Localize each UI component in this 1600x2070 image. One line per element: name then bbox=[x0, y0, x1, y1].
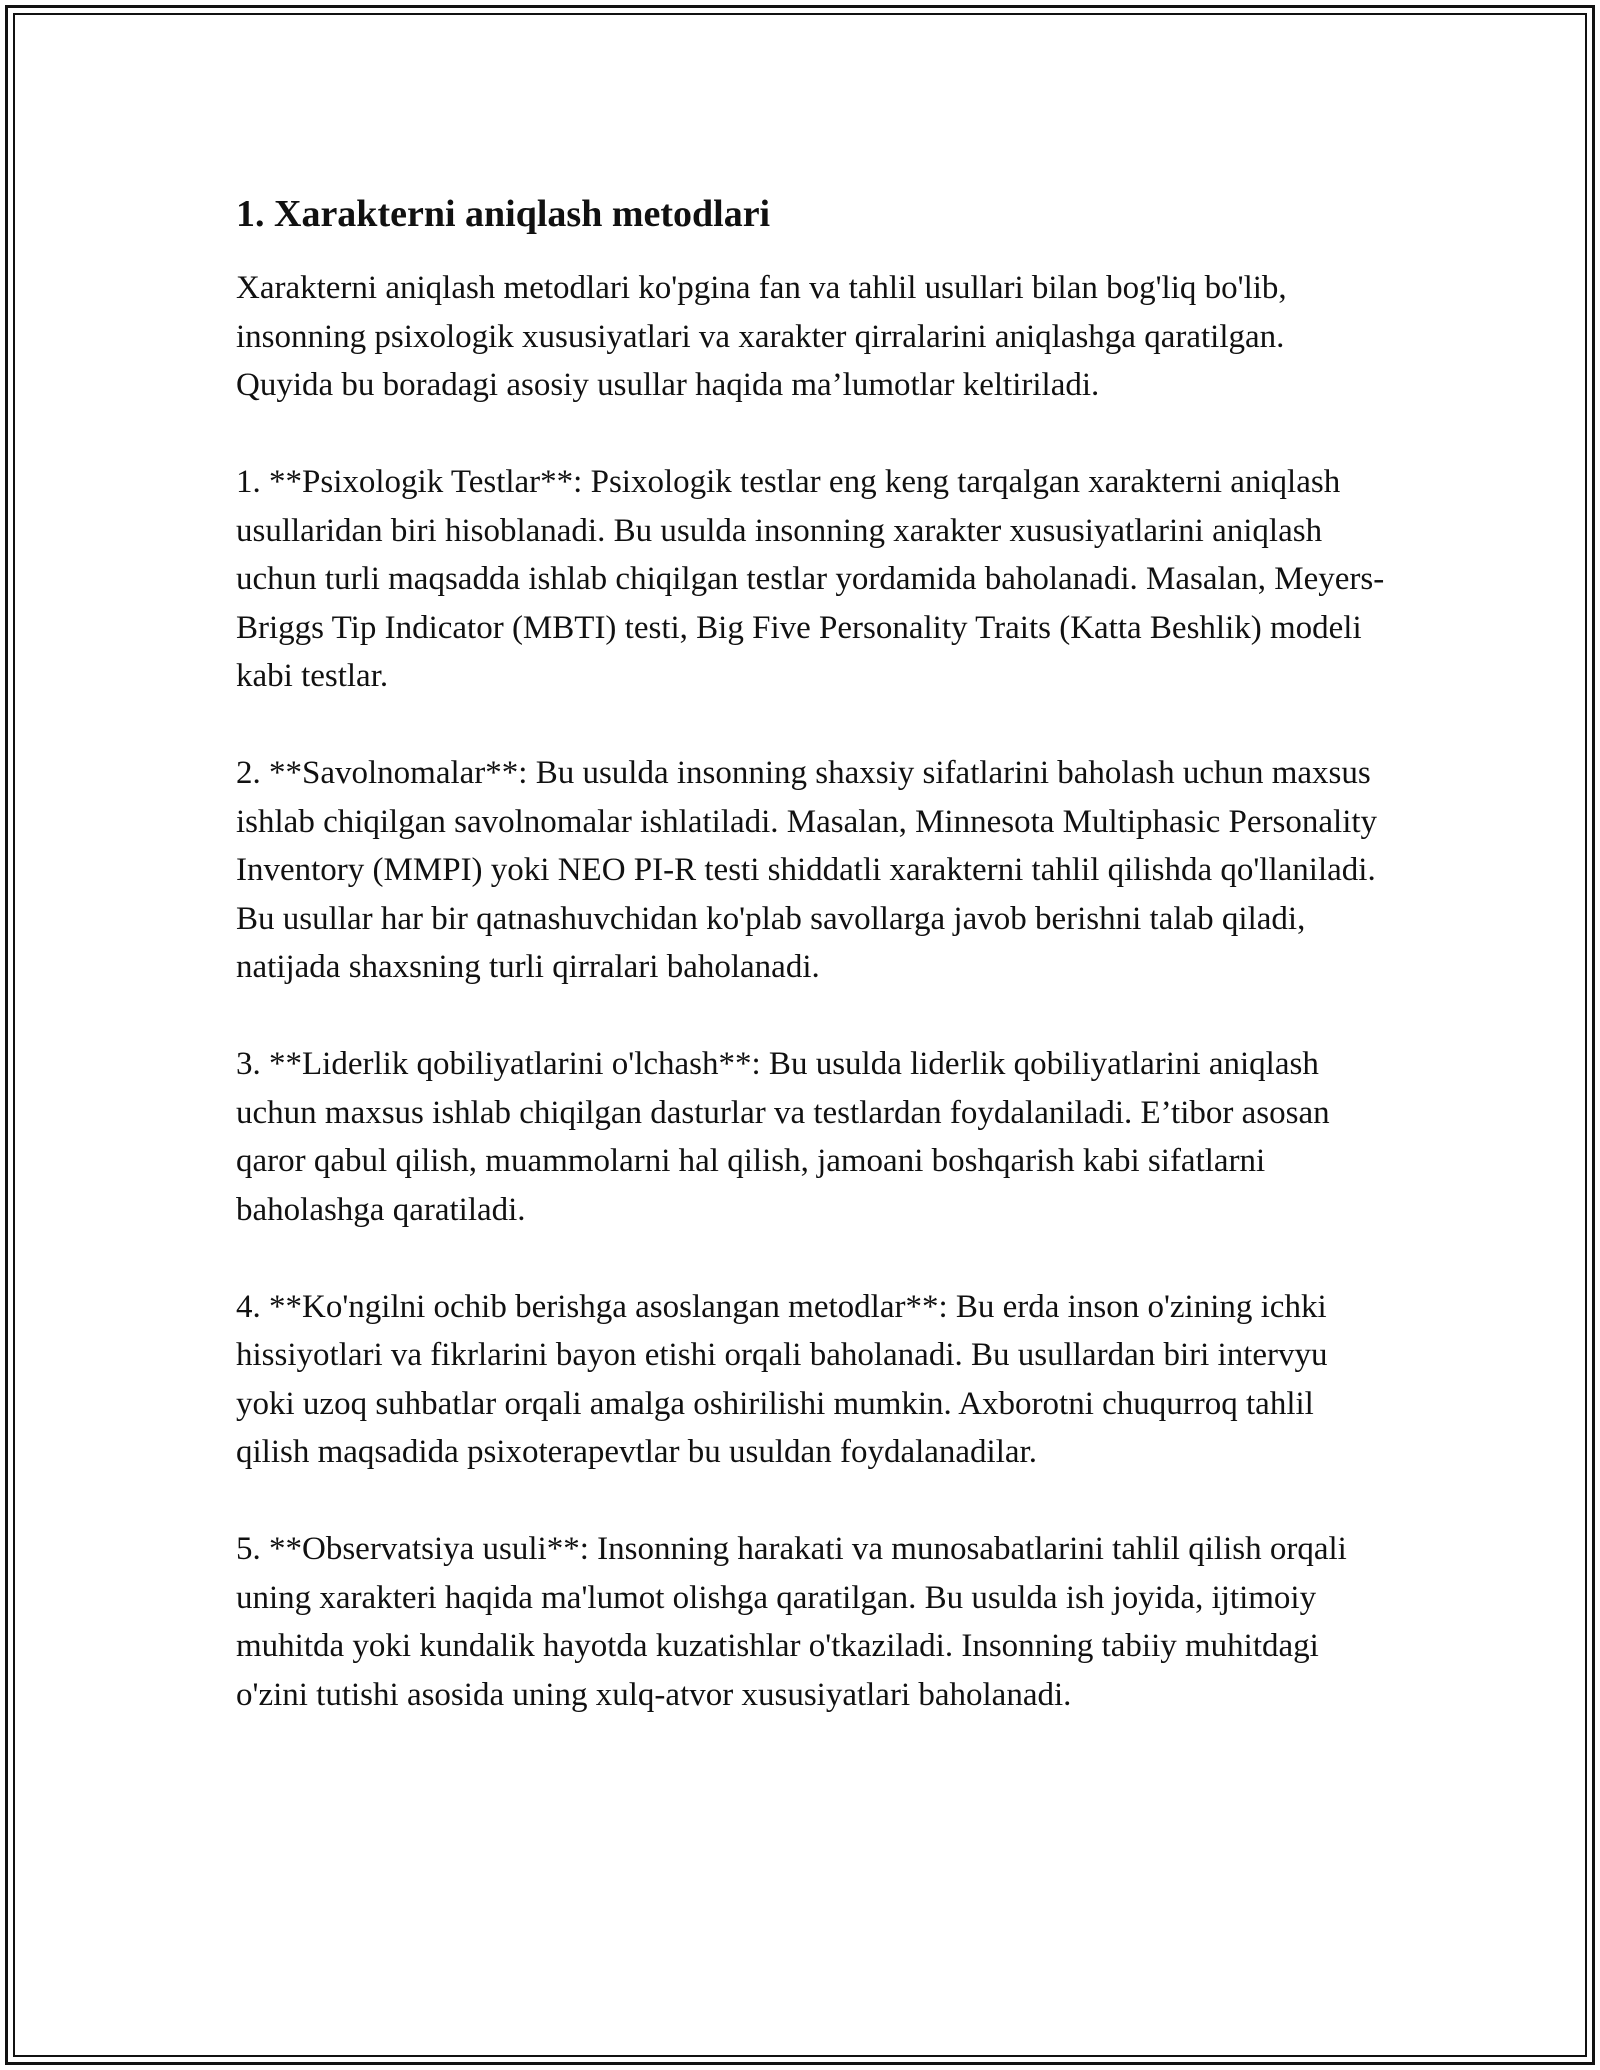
intro-paragraph: Xarakterni aniqlash metodlari ko'pgina fan va tahlil usullari bilan bog'liq bo'lib, insonning psixologik xususiyatlari va xarakter qirralarini aniqlashga qaratilgan. Quyida bu boradagi asosiy usullar haqida ma’lumotlar keltiriladi. bbox=[236, 270, 1287, 403]
document-body bbox=[236, 190, 1386, 1719]
method-item-self-disclosure: 4. **Ko'ngilni ochib berishga asoslangan metodlar**: Bu erda inson o'zining ichki hissiyotlari va fikrlarini bayon etishi orqali baholanadi. Bu usullardan biri intervyu yoki uzoq suhbatlar orqali amalga oshirilishi mumkin. Axborotni chuqurroq tahlil qilish maqsadida psixoterapevtlar bu usuldan foydalanadilar. bbox=[236, 1288, 1328, 1470]
section-title: 1. Xarakterni aniqlash metodlari bbox=[236, 193, 771, 235]
method-item-psychological-tests: 1. **Psixologik Testlar**: Psixologik testlar eng keng tarqalgan xarakterni aniqlash usullaridan biri hisoblanadi. Bu usulda insonning xarakter xususiyatlarini aniqlash uchun turli maqsadda ishlab chiqilgan testlar yordamida baholanadi. Masalan, Meyers-Briggs Tip Indicator (MBTI) testi, Big Five Personality Traits (Katta Beshlik) modeli kabi testlar. bbox=[236, 464, 1385, 694]
method-item-observation: 5. **Observatsiya usuli**: Insonning harakati va munosabatlarini tahlil qilish orqali uning xarakteri haqida ma'lumot olishga qaratilgan. Bu usulda ish joyida, ijtimoiy muhitda yoki kundalik hayotda kuzatishlar o'tkaziladi. Insonning tabiiy muhitdagi o'zini tutishi asosida uning xulq-atvor xususiyatlari baholanadi. bbox=[236, 1531, 1347, 1713]
method-item-leadership: 3. **Liderlik qobiliyatlarini o'lchash**: Bu usulda liderlik qobiliyatlarini aniqlash uchun maxsus ishlab chiqilgan dasturlar va testlardan foydalaniladi. E’tibor asosan qaror qabul qilish, muammolarni hal qilish, jamoani boshqarish kabi sifatlarni baholashga qaratiladi. bbox=[236, 1046, 1330, 1228]
method-item-questionnaires: 2. **Savolnomalar**: Bu usulda insonning shaxsiy sifatlarini baholash uchun maxsus ishlab chiqilgan savolnomalar ishlatiladi. Masalan, Minnesota Multiphasic Personality Inventory (MMPI) yoki NEO PI-R testi shiddatli xarakterni tahlil qilishda qo'llaniladi. Bu usullar har bir qatnashuvchidan ko'plab savollarga javob berishni talab qiladi, natijada shaxsning turli qirralari baholanadi. bbox=[236, 755, 1378, 985]
